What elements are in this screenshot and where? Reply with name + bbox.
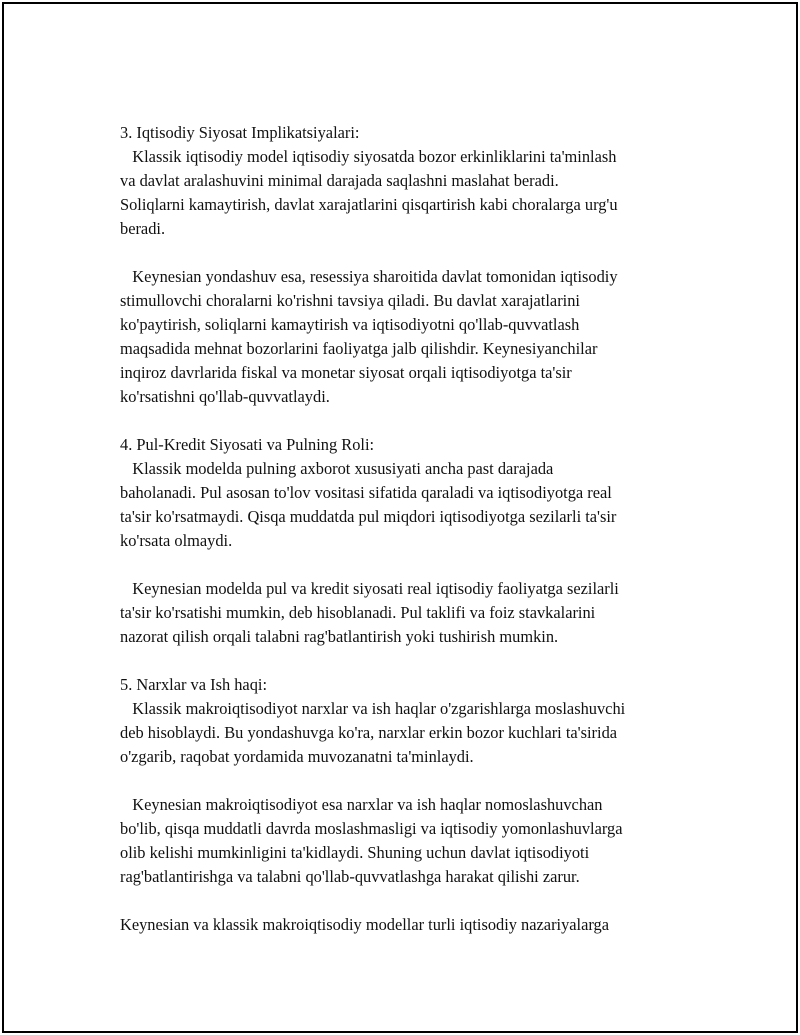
document-body: [120, 121, 710, 937]
paragraph-gap: [120, 553, 710, 577]
paragraph-gap: [120, 649, 710, 673]
text-line: baholanadi. Pul asosan to'lov vositasi sifatida qaraladi va iqtisodiyotga real: [120, 483, 612, 502]
heading-line: 3. Iqtisodiy Siyosat Implikatsiyalari:: [120, 123, 360, 142]
paragraph-gap: [120, 889, 710, 913]
text-line: ta'sir ko'rsatishi mumkin, deb hisoblanadi. Pul taklifi va foiz stavkalarini: [120, 603, 596, 622]
text-line: Klassik makroiqtisodiyot narxlar va ish haqlar o'zgarishlarga moslashuvchi: [120, 699, 626, 718]
paragraph-conclusion: [120, 913, 710, 937]
text-line: maqsadida mehnat bozorlarini faoliyatga jalb qilishdir. Keynesiyanchilar: [120, 339, 598, 358]
text-line: Soliqlarni kamaytirish, davlat xarajatlarini qisqartirish kabi choralarga urg'u: [120, 195, 618, 214]
paragraph-gap: [120, 769, 710, 793]
text-line: o'zgarib, raqobat yordamida muvozanatni ta'minlaydi.: [120, 747, 474, 766]
heading-line: 5. Narxlar va Ish haqi:: [120, 675, 268, 694]
text-line: Keynesian va klassik makroiqtisodiy modellar turli iqtisodiy nazariyalarga: [120, 915, 610, 934]
text-line: va davlat aralashuvini minimal darajada saqlashni maslahat beradi.: [120, 171, 559, 190]
text-line: ko'paytirish, soliqlarni kamaytirish va iqtisodiyotni qo'llab-quvvatlash: [120, 315, 580, 334]
paragraph-classical-prices: [120, 697, 710, 769]
text-line: ko'rsata olmaydi.: [120, 531, 233, 550]
heading-line: 4. Pul-Kredit Siyosati va Pulning Roli:: [120, 435, 375, 454]
text-line: nazorat qilish orqali talabni rag'batlantirish yoki tushirish mumkin.: [120, 627, 559, 646]
text-line: ta'sir ko'rsatmaydi. Qisqa muddatda pul miqdori iqtisodiyotga sezilarli ta'sir: [120, 507, 617, 526]
text-line: bo'lib, qisqa muddatli davrda moslashmasligi va iqtisodiy yomonlashuvlarga: [120, 819, 623, 838]
text-line: inqiroz davrlarida fiskal va monetar siyosat orqali iqtisodiyotga ta'sir: [120, 363, 572, 382]
text-line: Keynesian yondashuv esa, resessiya sharoitida davlat tomonidan iqtisodiy: [120, 267, 618, 286]
paragraph-classical-policy: [120, 145, 710, 241]
section-heading-4: [120, 433, 710, 457]
text-line: beradi.: [120, 219, 166, 238]
text-line: rag'batlantirishga va talabni qo'llab-quvvatlashga harakat qilishi zarur.: [120, 867, 580, 886]
text-line: olib kelishi mumkinligini ta'kidlaydi. Shuning uchun davlat iqtisodiyoti: [120, 843, 590, 862]
paragraph-classical-money: [120, 457, 710, 553]
section-heading-3: [120, 121, 710, 145]
text-line: Keynesian makroiqtisodiyot esa narxlar va ish haqlar nomoslashuvchan: [120, 795, 603, 814]
paragraph-gap: [120, 241, 710, 265]
paragraph-keynesian-policy: [120, 265, 710, 409]
text-line: Keynesian modelda pul va kredit siyosati real iqtisodiy faoliyatga sezilarli: [120, 579, 619, 598]
paragraph-keynesian-money: [120, 577, 710, 649]
paragraph-keynesian-prices: [120, 793, 710, 889]
page-frame: [2, 2, 798, 1033]
section-heading-5: [120, 673, 710, 697]
text-line: Klassik iqtisodiy model iqtisodiy siyosatda bozor erkinliklarini ta'minlash: [120, 147, 617, 166]
text-line: ko'rsatishni qo'llab-quvvatlaydi.: [120, 387, 330, 406]
text-line: stimullovchi choralarni ko'rishni tavsiya qiladi. Bu davlat xarajatlarini: [120, 291, 580, 310]
paragraph-gap: [120, 409, 710, 433]
text-line: deb hisoblaydi. Bu yondashuvga ko'ra, narxlar erkin bozor kuchlari ta'sirida: [120, 723, 618, 742]
text-line: Klassik modelda pulning axborot xususiyati ancha past darajada: [120, 459, 554, 478]
